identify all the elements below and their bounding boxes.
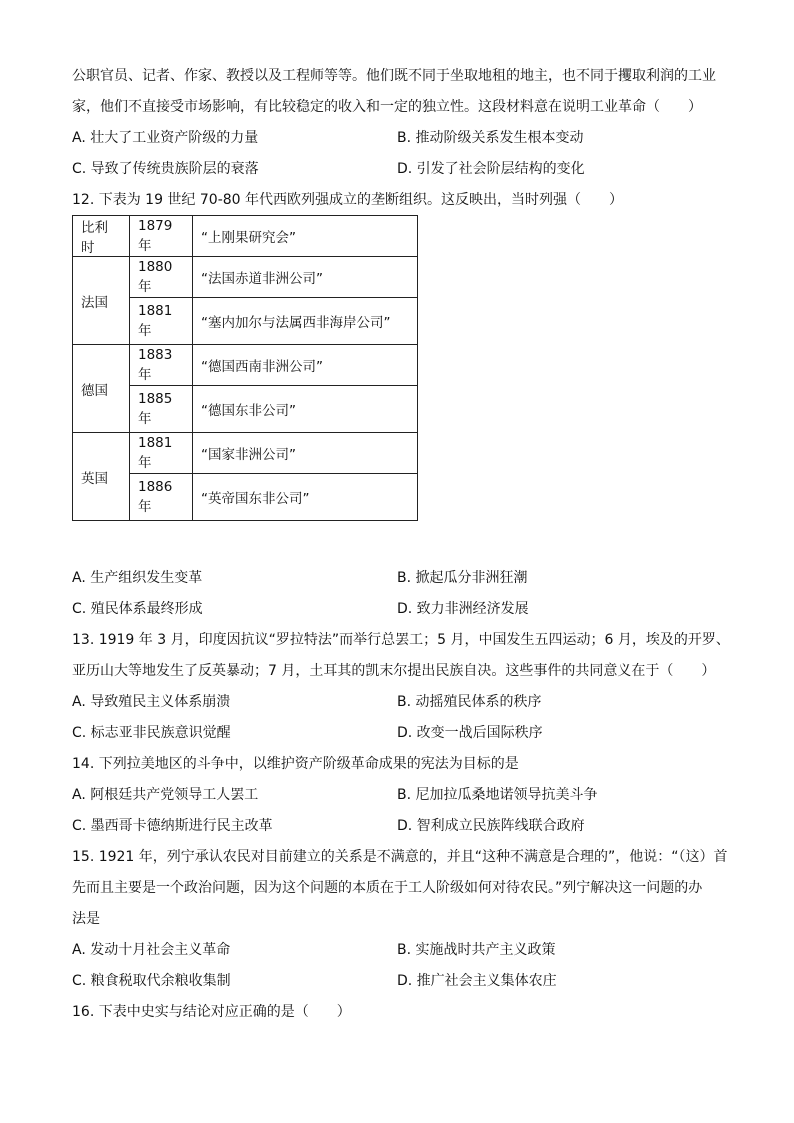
- country-cell: 法国: [73, 257, 130, 345]
- country-cell: 比利时: [73, 216, 130, 257]
- q12-stem: 12. 下表为 19 世纪 70-80 年代西欧列强成立的垄断组织。这反映出，当时列强（ ）: [72, 192, 624, 208]
- organization-cell: “德国东非公司”: [193, 386, 418, 433]
- year-cell: 1883 年: [130, 345, 193, 386]
- table-row: [73, 257, 418, 298]
- q13-option-c[interactable]: C. 标志亚非民族意识觉醒: [72, 725, 231, 741]
- q14-option-d[interactable]: D. 智利成立民族阵线联合政府: [397, 818, 585, 834]
- q13-text-line1: 13. 1919 年 3 月，印度因抗议“罗拉特法”而举行总罢工；5 月，中国发生五四运动；6 月，埃及的开罗、: [72, 632, 730, 648]
- q15-text-line3: 法是: [72, 911, 100, 927]
- organization-cell: “德国西南非洲公司”: [193, 345, 418, 386]
- q11-option-c[interactable]: C. 导致了传统贵族阶层的衰落: [72, 161, 259, 177]
- q14-stem: 14. 下列拉美地区的斗争中，以维护资产阶级革命成果的宪法为目标的是: [72, 756, 519, 772]
- q12-option-a[interactable]: A. 生产组织发生变革: [72, 570, 203, 586]
- country-cell: 英国: [73, 433, 130, 521]
- q13-text-line2: 亚历山大等地发生了反英暴动；7 月，土耳其的凯末尔提出民族自决。这些事件的共同意义在于（ ）: [72, 663, 716, 679]
- q15-option-d[interactable]: D. 推广社会主义集体农庄: [397, 973, 557, 989]
- year-cell: 1880 年: [130, 257, 193, 298]
- q13-option-d[interactable]: D. 改变一战后国际秩序: [397, 725, 543, 741]
- q11-option-d[interactable]: D. 引发了社会阶层结构的变化: [397, 161, 585, 177]
- year-cell: 1879 年: [130, 216, 193, 257]
- country-cell: 德国: [73, 345, 130, 433]
- table-row: [73, 433, 418, 474]
- q14-option-b[interactable]: B. 尼加拉瓜桑地诺领导抗美斗争: [397, 787, 598, 803]
- year-cell: 1881 年: [130, 298, 193, 345]
- year-cell: 1885 年: [130, 386, 193, 433]
- q11-text-line2: 家，他们不直接受市场影响，有比较稳定的收入和一定的独立性。这段材料意在说明工业革命（ ）: [72, 99, 702, 115]
- table-row: [73, 216, 418, 257]
- q11-option-b[interactable]: B. 推动阶级关系发生根本变动: [397, 130, 584, 146]
- q12-option-c[interactable]: C. 殖民体系最终形成: [72, 601, 203, 617]
- q15-option-b[interactable]: B. 实施战时共产主义政策: [397, 942, 556, 958]
- q13-option-b[interactable]: B. 动摇殖民体系的秩序: [397, 694, 542, 710]
- organization-cell: “塞内加尔与法属西非海岸公司”: [193, 298, 418, 345]
- organization-cell: “法国赤道非洲公司”: [193, 257, 418, 298]
- organization-cell: “上刚果研究会”: [193, 216, 418, 257]
- q15-option-a[interactable]: A. 发动十月社会主义革命: [72, 942, 231, 958]
- organization-cell: “国家非洲公司”: [193, 433, 418, 474]
- q14-option-c[interactable]: C. 墨西哥卡德纳斯进行民主改革: [72, 818, 273, 834]
- q15-text-line1: 15. 1921 年，列宁承认农民对目前建立的关系是不满意的，并且“这种不满意是合理的”，他说：“（这）首: [72, 849, 728, 865]
- q16-stem: 16. 下表中史实与结论对应正确的是（ ）: [72, 1004, 351, 1020]
- q14-option-a[interactable]: A. 阿根廷共产党领导工人罢工: [72, 787, 259, 803]
- q15-option-c[interactable]: C. 粮食税取代余粮收集制: [72, 973, 231, 989]
- table-row: [73, 345, 418, 386]
- year-cell: 1881 年: [130, 433, 193, 474]
- q11-text-line1: 公职官员、记者、作家、教授以及工程师等等。他们既不同于坐取地租的地主，也不同于攫取利润的工业: [72, 68, 716, 84]
- year-cell: 1886 年: [130, 474, 193, 521]
- q12-option-b[interactable]: B. 掀起瓜分非洲狂潮: [397, 570, 528, 586]
- q11-option-a[interactable]: A. 壮大了工业资产阶级的力量: [72, 130, 259, 146]
- monopoly-organizations-table: [72, 215, 418, 521]
- q13-option-a[interactable]: A. 导致殖民主义体系崩溃: [72, 694, 231, 710]
- q12-option-d[interactable]: D. 致力非洲经济发展: [397, 601, 529, 617]
- organization-cell: “英帝国东非公司”: [193, 474, 418, 521]
- q15-text-line2: 先而且主要是一个政治问题，因为这个问题的本质在于工人阶级如何对待农民。”列宁解决这一问题的办: [72, 880, 703, 896]
